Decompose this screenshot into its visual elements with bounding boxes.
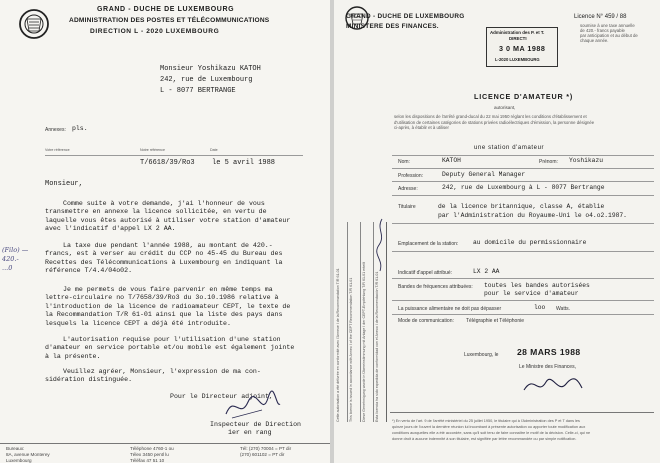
stamp-line: Administration des P. et T. <box>490 30 545 35</box>
emplacement-label: Emplacement de la station: <box>398 241 459 247</box>
licence-page <box>334 0 660 463</box>
mode-value: Télégraphie et Téléphonie <box>466 318 525 324</box>
stamp-line: L-2020 LUXEMBOURG <box>495 57 540 62</box>
paragraph-4 <box>45 336 294 361</box>
nom-label: Nom: <box>398 159 410 165</box>
station-line: une station d'amateur <box>474 145 545 151</box>
titulaire-value <box>438 202 627 220</box>
ref-rule <box>45 155 303 156</box>
recipient-city: L - 8077 BERTRANGE <box>160 87 236 95</box>
vertical-note: Diese Genehmigung wurde in Übereinstimmung mit Anlage I der CEPT-Empfehlung T/R 61-01 erteilt <box>362 262 366 422</box>
footer-line: (270) 601102 = PT dir <box>240 452 285 457</box>
annexes-value: pls. <box>72 125 88 132</box>
header-line-1: GRAND - DUCHE DE LUXEMBOURG <box>97 6 235 13</box>
margin-divider <box>360 222 361 422</box>
footer-phone <box>130 446 174 463</box>
paragraph-2 <box>45 242 282 276</box>
margin-divider <box>347 222 348 422</box>
margin-note-line: ...0 <box>2 264 13 272</box>
bandes-line: pour le service d'amateur <box>484 290 579 297</box>
closing-line: Pour le Directeur adjoint, <box>170 393 273 400</box>
recipient-street: 242, rue de Luxembourg <box>160 76 253 84</box>
place-label: Luxembourg, le <box>464 352 499 358</box>
fee-note-line: soumise à une taxe annuelle <box>580 23 635 28</box>
paragraph-3 <box>45 286 290 328</box>
text-line: à la présente. <box>45 352 101 360</box>
preamble <box>394 114 594 131</box>
prenom-label: Prénom: <box>539 159 558 165</box>
text-line: sidération distinguée. <box>45 376 133 384</box>
footer-line: Tél: (270) 70004 = PT dir <box>240 446 292 451</box>
coat-of-arms-icon <box>17 7 51 41</box>
header-line-3: DIRECTION L - 2020 LUXEMBOURG <box>90 28 220 35</box>
header-line-2: ADMINISTRATION DES POSTES ET TÉLÉCOMMUNICATIONS <box>69 17 270 24</box>
footer-line: Bureaux: <box>6 446 25 451</box>
form-rule <box>392 168 654 169</box>
ref-label-date: Date <box>210 148 218 152</box>
form-rule <box>392 251 654 252</box>
minister-label: Le Ministre des Finances, <box>519 364 576 370</box>
adresse-label: Adresse: <box>398 186 418 192</box>
annexes-label: Annexes: <box>45 127 66 133</box>
text-line: transmettre en annexe la licence sollicitée, en vertu de <box>45 208 267 216</box>
footer-address <box>6 446 50 463</box>
signatory-rank: 1er en rang <box>228 429 272 436</box>
margin-note-line: (Filo) — <box>2 246 29 254</box>
titulaire-label: Titulaire <box>398 204 416 210</box>
fee-note <box>580 23 638 43</box>
profession-value: Deputy General Manager <box>442 171 526 178</box>
text-line: L'autorisation requise pour l'utilisation d'une station <box>63 336 281 343</box>
footnote-line: donne droit à aucune indemnité à son titulaire, est signifiée par lettre recommandée ou par simple notification. <box>392 437 577 441</box>
letter-date: le 5 avril 1988 <box>212 159 276 167</box>
paragraph-1 <box>45 200 290 234</box>
licence-header-line-2: MINISTERE DES FINANCES. <box>346 23 439 30</box>
form-rule <box>392 181 654 182</box>
fee-note-line: par anticipation et au début de <box>580 33 638 38</box>
emplacement-value: au domicile du permissionnaire <box>473 239 587 246</box>
text-line: Je me permets de vous faire parvenir en même temps ma <box>63 286 273 293</box>
footnote <box>392 418 590 442</box>
preamble-line: ci-après, à établir et à utiliser <box>394 125 449 131</box>
text-line: lettre-circulaire no T/7658/39/Ro3 du 3o.10.1986 relative à <box>45 294 279 302</box>
form-rule <box>392 300 654 301</box>
signing-date: 28 MARS 1988 <box>517 347 581 357</box>
fee-note-line: de 420.- francs payable <box>580 28 625 33</box>
footer-line: Téléfax 47 51 10 <box>130 458 165 463</box>
letter-reference: T/6618/39/Ro3 <box>140 159 195 167</box>
text-line: Recettes des Télécommunications à Luxembourg en indiquant la <box>45 258 283 266</box>
licence-title: LICENCE D'AMATEUR *) <box>474 92 574 101</box>
footer-rule <box>0 443 330 444</box>
text-line: laquelle vous êtes autorisé à utiliser votre station d'amateur <box>45 216 291 224</box>
puissance-value: loo <box>534 304 546 311</box>
preamble-line: d'utilisation de certaines catégories de stations privées radioélectriques d'émission, la personne désignée <box>394 119 595 125</box>
footer-tel <box>240 446 291 458</box>
callsign-value: LX 2 AA <box>473 268 500 275</box>
recipient-name: Monsieur Yoshikazu KATOH <box>160 65 261 73</box>
adresse-value: 242, rue de Luxembourg à L - 8077 Bertrange <box>442 184 605 191</box>
licence-header-line-1: GRAND - DUCHE DE LUXEMBOURG <box>346 13 465 20</box>
margin-signature-icon <box>374 215 388 275</box>
margin-note <box>2 246 28 273</box>
fee-note-line: chaque année. <box>580 38 609 43</box>
footnote-line: quinze jours de l'ouvert la dernière réunion lui incombant à présente autorisation ou apporter toute modification aux <box>392 425 586 429</box>
vertical-note: This licence is issued in accordance with Annex I of the CEPT Recommendation T/R 61-01 <box>349 277 353 422</box>
profession-label: Profession: <box>398 173 424 179</box>
indicatif-label: Indicatif d'appel attribué: <box>398 270 453 276</box>
signature-icon <box>520 370 586 400</box>
vertical-note: Esta licencia ha sido expedida de conformidad con el Anexo I de la Recomendación T/R 61-01 <box>375 271 379 422</box>
footnote-rule <box>390 412 654 413</box>
licence-number: Licence N° 459 / 88 <box>574 14 627 20</box>
text-line: francs, est à verser au crédit du CCP no 45-45 du Bureau des <box>45 250 283 258</box>
mode-label: Mode de communication: <box>398 318 454 324</box>
form-rule <box>392 278 654 279</box>
text-line: d'amateur en service portable et/ou mobile est également jointe <box>45 344 295 352</box>
signatory-title: Inspecteur de Direction <box>210 421 302 428</box>
signature-icon <box>222 388 282 424</box>
titulaire-line: par l'Administration du Royaume-Uni le o4.o2.1987. <box>438 212 627 219</box>
text-line: La taxe due pendant l'année 1988, au montant de 420.- <box>63 242 273 249</box>
received-stamp <box>486 27 558 67</box>
text-line: lesquels la licence CEPT a déjà été introduite. <box>45 319 231 327</box>
footnote-line: conditions auxquelles elle a été accordée, sans qu'il soit tenu de faire connaître le motif de la décision. Celle-ci, qui ne <box>392 431 591 435</box>
footer-line: 8A, avenue Monterey <box>6 452 50 457</box>
text-line: la Recommandation T/R 61-01 ainsi que la liste des pays dans <box>45 311 283 319</box>
preamble-line: selon les dispositions de l'arrêté grand-ducal du 22 mai 1950 réglant les conditions d'établissement et <box>394 114 587 119</box>
vertical-note: Cette autorisation a été délivrée en conformité avec l'Annexe I de la Recommandation T/R 61-01 <box>336 268 340 422</box>
signatory <box>210 421 301 437</box>
text-line: avec l'indicatif d'appel LX 2 AA. <box>45 225 176 233</box>
text-line: référence T/4.4/04o02. <box>45 267 133 275</box>
prenom-value: Yoshikazu <box>569 157 604 164</box>
puissance-label: La puissance alimentaire ne doit pas dépasser <box>398 306 502 312</box>
paragraph-5 <box>45 368 261 385</box>
form-rule <box>392 314 654 315</box>
text-line: l'introduction de la licence de radioamateur CEPT, le texte de <box>45 302 291 310</box>
authorized-label: autorisant, <box>494 105 516 110</box>
bandes-value <box>484 282 590 298</box>
form-rule <box>392 155 654 156</box>
titulaire-line: de la licence britannique, classe A, établie <box>438 203 605 210</box>
footer-line: Luxembourg <box>6 458 32 463</box>
salutation: Monsieur, <box>45 180 83 188</box>
bandes-line: toutes les bandes autorisées <box>484 282 590 289</box>
nom-value: KATOH <box>442 157 461 164</box>
footer-line: Téléphone 4760-1 ou <box>130 446 174 451</box>
form-rule <box>392 223 654 224</box>
margin-note-line: 420.- <box>2 255 19 263</box>
stamp-date: 3 0 MA 1988 <box>499 44 546 53</box>
form-rule <box>392 195 654 196</box>
stamp-line: DIRECTI <box>509 36 527 41</box>
text-line: Comme suite à votre demande, j'ai l'honneur de vous <box>63 200 265 207</box>
footer-line: Télex 3450 pentl lu <box>130 452 169 457</box>
puissance-unit: Watts. <box>556 306 570 312</box>
footnote-line: *) En vertu de l'art. 9 de l'arrêté ministériel du 25 juillet 1950, le titulaire qui à l'Administration des P et T dans les <box>392 419 580 423</box>
ref-label-yours: Votre référence <box>45 148 70 152</box>
text-line: Veuillez agréer, Monsieur, l'expression de ma con- <box>63 368 261 375</box>
ref-label-ours: Notre référence <box>140 148 165 152</box>
bandes-label: Bandes de fréquences attribuées: <box>398 284 473 290</box>
